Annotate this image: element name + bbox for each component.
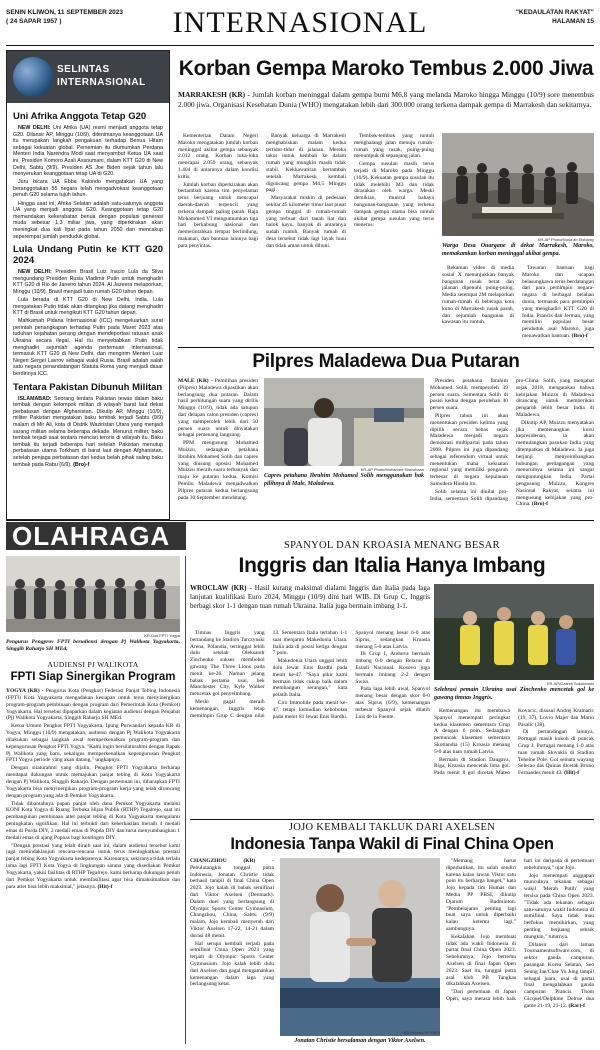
- dateline: YOGYA (KR) -: [6, 688, 44, 694]
- body-paragraph: Jumlah korban diperkirakan akan bertambah karena tim penyelamat terus berjuang untuk mencapai daerah-daerah terpencil yang terkena dampak paling parah. Raja Mohammed VI mengumumkan tiga hari berkabung nasional dan memerintahkan tempat berlindung, makanan, dan bantuan lainnya bagi para penyintas.: [178, 181, 258, 249]
- photo-credit: KR-Humas PP PBSI: [403, 1030, 440, 1035]
- photo-credit: KR-AP Photo/Mosa'ab Elshamy: [537, 237, 594, 242]
- body-paragraph: Pada laga lebih awal, Spanyol menang besar dengan skor 6-0 atas Siprus (6/9), kemenangan terbesar Spanyol sejak dilatih Luis de la Fuente.: [355, 686, 430, 720]
- fpti-headline: FPTI Siap Sinergikan Program: [10, 671, 176, 683]
- byline-sign: (Bro)-f: [73, 461, 90, 468]
- body-paragraph: Kekalahan Jojo membuat tidak ada wakil Indonesia di partai final China Open 2023. Sebelumnya, Jojo bertemu Axelsen di final Japan Open 2023. Saat itu, tunggal putra asal klub PB Tangkas dikalahkan Axelsen.: [446, 933, 516, 988]
- body-paragraph: Ketua Umum Pengkot FPTI Yogyakarta, Ipung Purwandari kepada KR di Yogya, Minggu (10/9) mengatakan, audiensi dengan Pj Walikota Yogyakarta dilakukan sebagai langkah awal memperkenalkan program-program dan kepengurusan Pengkot FPTI Yogya. "Kami ingin bersilaturahmi dengan Bapak Pj Walikota yang baru, sekaligus memperkenalkan kepengurusan Pengkot FPTI Yogya periode yang akan datang," ungkapnya.: [6, 723, 180, 764]
- masthead-rule: [6, 45, 594, 46]
- maroko-body: [178, 133, 434, 343]
- brief-text: Presiden Brasil Luiz Inacio Lula da Silva mengundang Presiden Rusia Vladimir Putin untuk menghadiri KTT G20 di Rio de Janeiro tahun 2024. Al Jazeera melaporkan, Minggu (10/9). Brasil menjadi tuan rumah G20 tahun depan.: [13, 269, 163, 295]
- body-paragraph: [178, 378, 258, 439]
- photo-caption: Warga Desa Ouargane di dekat Marrakesh, Maroko, memakamkan korban meninggal akibat gempa.: [442, 243, 594, 257]
- byline-sign: (Hit)-f: [564, 770, 580, 777]
- body-text: Pebulutangkis tunggal putra Indonesia, Jonatan Christie tidak berhasil tampil di final China Open 2023. Jojo kalah di babak semifinal dari Viktor Axelsen (Denmark). Dalam duel yang berlangsung di Olympic Sports Center Gymnasium, Changzhou, China, Sabtu (9/9) malam, Jojo kembali menyerah dari Viktor Axelsen 17-22, 14-21 dalam durasi 48 menit.: [190, 864, 274, 939]
- lead-text: Jumlah korban meninggal dalam gempa bumi M6,8 yang melanda Maroko hingga Minggu (10/9) sore menembus 2.000 jiwa. Organisasi Kesehatan Dunia (WHO) mengatakan lebih dari 300.000 orang terkena dampak gempa di Marrakesh dan sekitarnya.: [178, 90, 594, 109]
- byline-sign: (Rar)-f: [568, 1002, 585, 1009]
- maladewa-headline: Pilpres Maladewa Dua Putaran: [252, 351, 520, 372]
- globe-icon: [13, 57, 53, 97]
- sidebar-banner: [7, 51, 169, 103]
- javanese-date-line: ( 24 SAPAR 1957 ): [6, 18, 62, 25]
- maroko-photo: [442, 133, 594, 236]
- masthead-paper-info: [516, 8, 594, 26]
- dateline: MALE (KR) -: [178, 378, 213, 384]
- paper-name: "KEDAULATAN RAKYAT": [515, 9, 594, 16]
- brief-text: Seorang tentara Pakistan tewas dalam baku tembak dengan kelompok militan di wilayah barat laut dekat perbatasan dengan Afghanistan. Dikutip AP, Minggu (10/9), militer Pakistan mengatakan baku tembak terjadi Sabtu (9/9) malam di Mir Ali, kota di Distrik Waziristan Utara yang menjadi sarang militan selama beberapa dekade. Menurut militer, baku tembak terjadi saat tentara mencari teroris di wilayah itu. Baku tembak itu terjadi beberapa hari setelah Pakistan menutup perbatasan utama Torkham di barat laut dengan Afghanistan, setelah penjaga perbatasan dari kedua belah pihak saling baku tembak pada Rabu (6/9).: [13, 395, 163, 468]
- section-label-olahraga: OLAHRAGA: [6, 522, 186, 550]
- body-paragraph: Meski gagal meraih kemenangan, Inggris tetap memimpin Grup C dengan nilai 13. Sementara Italia tertahan 1-1 saat menjamu Makedonia Utara. Italia ada di posisi ketiga dengan 7 poin.: [190, 630, 348, 719]
- photo-credit: KR-AP/Czarek Sokolowski: [546, 681, 594, 686]
- dateline: NEW DELHI:: [18, 125, 51, 131]
- brief-paragraph: [13, 269, 163, 295]
- body-paragraph: Kementerian Dalam Negeri Maroko mengatakan jumlah korban meninggal akibat gempa sebanyak 2.012 orang. Korban luka-luka mencapai 2.059 orang, sebanyak 1.404 di antaranya dalam kondisi kritis.: [178, 133, 258, 180]
- body-paragraph: Masyarakat miskin di pedesaan sekitar 45 kilometer timur laut pusat gempa tinggal di rumah-rumah yang terbuat dari tanah liat dan balok kayu, banyak di antaranya sudah runtuh. Banyak rumah di desa tersebut tidak lagi layak huni dan tidak aman untuk dihuni.: [266, 195, 346, 249]
- fpti-body: [6, 688, 180, 1044]
- dateline: MARRAKESH (KR) -: [178, 90, 250, 99]
- voting-photo: [264, 378, 424, 466]
- body-paragraph: [190, 858, 274, 940]
- body-paragraph: Solih selama ini dinilai pro-India, sementara Solih dipandang pro-China. Solih, yang menjabat sejak 2018, mengatakan bahwa kebijakan Muizzu di Maladewa dirancang untuk memberikan pengaruh lebih besar India di Maladewa.: [430, 378, 594, 502]
- euro-lead: [190, 584, 430, 612]
- body-paragraph: Kemenangan itu membawa Spanyol menempati peringkat kedua klasemen sementara Grup A dengan 6 poin. Sedangkan pemuncak klasemen sementara Skotlandia (15) Kroasia menang 5-0 atas tuan rumah Latvia.: [434, 708, 510, 755]
- burial-photo: [442, 133, 594, 236]
- brief-title: Uni Afrika Anggota Tetap G20: [13, 111, 147, 122]
- maroko-body-cont: [442, 265, 594, 343]
- axelsen-kicker: JOJO KEMBALI TAKLUK DARI AXELSEN: [288, 822, 496, 833]
- column-divider: [185, 556, 186, 1044]
- brief-paragraph: [13, 396, 163, 469]
- axelsen-headline: Indonesia Tanpa Wakil di Final China Open: [230, 835, 554, 853]
- body-paragraph: Dengan silaturahmi yang dijalin, Pengkot FPTI Yogyakarta berharap mendapat dukungan untuk memajukan panjat tebing di Kota Yogyakarta dengan Pj Walikota, Singgih Raharjo. Dengan pertemuan ini, diharapkan FPTI Yogyakarta bisa menyinergikan program-program kerja yang telah dirancang dengan program yang ada di Pemkot Yogyakarta.: [6, 765, 180, 799]
- maladewa-photo: [264, 378, 424, 466]
- body-paragraph: Gempa susulan masih terus terjadi di Maroko pada Minggu (10/9). Kekuatan gempa susulan itu tidak melebihi M3 dan tidak dirasakan oleh warga. Meski demikian, muncul bahaya bangunan-bangunan yang terkena dampak gempa utama bisa runtuh akibat gempa susulan yang terus menerus.: [354, 161, 434, 229]
- brief-paragraph: [13, 125, 163, 178]
- body-text: "Dengan prestasi yang telah diraih saat ini, dalam audiensi tersebut kami juga menindaklanjuti rencana-rencana untuk terus meningkatkan prestasi panjat tebing Kota Yogyakarta kedepannya. Karenanya, sekiranya tidak terlalu lama lagi FPTI Kota Yogya di lingkungan sarana yang disediakan Pemkot Yogyakarta, yakni fasilitas di RTHP Tegalrejo, kami berharap dukungan penuh dari Pemkot Yogyakarta untuk memfasilitasi agar bisa dimaksimalkan dan para atlet bisa lebih maksimal," jelasnya.: [6, 842, 180, 890]
- celebration-photo: [434, 584, 594, 680]
- euro-headline: Inggris dan Italia Hanya Imbang: [238, 554, 546, 577]
- body-text: Pemilihan presiden (Pilpres) Maladewa dipastikan akan berlangsung dua putaran. Dalam hasil perhitungan suara yang dirilis Minggu (10/9), tidak ada satupun dari delapan calon presiden (capres) yang memperoleh lebih dari 50 persen suara untuk dinyatakan sebagai pemenang langsung.: [178, 378, 258, 439]
- euro-photo: [434, 584, 594, 680]
- brief-title: Tentara Pakistan Dibunuh Militan: [13, 381, 163, 393]
- body-paragraph: Hal serupa kembali terjadi pada semifinal China Open 2023 yang terjadi di Olympic Sports Center Gymnasium. Jojo kalah lebih dulu dari Axelsen dan gagal mengamankan kemenangan dalam laga yang berlangsung ketat.: [190, 940, 274, 988]
- body-paragraph: PPM mengusung Mohamed Muizzu, sedangkan petahana Ibrahim Mohamed Solih dan capres yang diusung oposisi Mohamed Muizzu meraih suara terbanyak dan maju ke putaran kedua. Komisi Pemilu Maladewa menjadwalkan Pilpres putaran kedua berlangsung pada 30 September mendatang.: [178, 440, 258, 501]
- body-paragraph: Ciro Immobile pada menit ke-47, tetapi kemudian kebobolan pada menit 81 lewat Enis Bardhi. Spanyol menang besar 6-0 atas Siprus, sedangkan Kroasia menang 5-0 atas Latvia.: [272, 630, 430, 720]
- body-paragraph: Di Grup I, Andorra bermain imbang 0-0 dengan Belarus di Estadi Nacional. Kosovo juga bermain imbang 2-2 dengan Swiss.: [355, 651, 430, 685]
- brief-text: Uni Afrika (UA) resmi menjadi anggota tetap G20. Dilansir AP, Minggu (10/9), ditenimanya keanggotaan UA itu merupakan langkah pengakuan terhadap Benua Hitam sebagai kekuatan global. Persemian itu diumumkan Perdana Menteri India Narendra Modi saat menyambut Ketua UA saat ini, Presiden Komoro Azali Assoumani, dalam KTT G20 di New Delhi, Sabtu (9/9). Presiden AS Joe Biden sejak tahun lalu menyerukan keanggotaan tetap UA di G20.: [13, 125, 163, 178]
- body-paragraph: Rekaman video di media sosial X menunjukkan banyak bangunan rusak berat dan jalanan dipenuhi puing-puing. Media setempat 2M melaporkan rumah-rumah di beberapa kota kuno di Marrakesh rusak parah, dan sejumlah bangunan di kawasan itu runtuh.: [442, 265, 514, 326]
- byline-sign: (Hit)-f: [97, 883, 113, 890]
- photo-caption: Capres petahana Ibrahim Mohamed Solih menggunakan hak pilihnya di Male, Maladewa.: [264, 473, 424, 487]
- body-paragraph: "Dari pertemuan di Japan Open, saya merasa lebih baik hari ini daripada di pertemuan sebelumnya," ujar Jojo.: [446, 858, 594, 1002]
- body-paragraph: [524, 942, 594, 1010]
- selintas-sidebar: [6, 50, 170, 520]
- photo-caption: Pengurus Pengprov FPTI berudiensi dengan Pj Walikota Yogyakarta, Singgih Raharjo SH MEd.: [6, 639, 180, 652]
- body-paragraph: Jojo menempati anggapan munculnya tekanan sebagai wakil 'Merah Putih' yang tersisa pada China Open 2023. "Tidak ada tekanan sebagai satu-satunya wakil Indonesia di semifinal. Saya tidak mau berfokus memikirkan, yang penting berjuang sebaik mungkin," tuturnya.: [524, 872, 594, 940]
- axelsen-body-col1: [190, 858, 274, 1044]
- body-paragraph: Banyak keluarga di Marrakesh menghabiskan malam kedua tertidur-tidur di jalanan. Mereka takut untuk kembali ke dalam rumah yang mungkin masih tidak stabil. Kekhawatiran bertambah setelah Marrakesh kembali diguncang gempa M4,5 Minggu pagi.: [266, 133, 346, 194]
- body-paragraph: Bermain di Stadion Daugava, Riga, Kroasia mencetak lima gol. Pada menit 8 gol dicetak Mateo Kovacic, disusul Andrej Kramaric (19, 37), Lovro Majer dan Mario Pasalic (38).: [434, 708, 594, 777]
- body-paragraph: [518, 729, 594, 777]
- brief-paragraph: Hingga saat ini, Afrika Selatan adalah satu-satunya anggota UA yang menjadi anggota G20. Keanggotaan tetap G20 memandakan kekerabatan benua dengan populasi generasi muda sebesar 1,3 miliar jiwa, yang diperkirakan akan meningkat dua kali lipat pada tahun 2050 dan mencakup seperempat jumlah penduduk global.: [13, 200, 163, 240]
- body-paragraph: Timnas Inggris yang bertandang ke Stadion Tarczynski Arena, Polandia, tertinggal lebih dulu setelah Oleksandr Zinchenko sukses membobol gawang The Three Lions pada menit ke-26. Namun jelang babak pertama usai, bek Manchester City, Kyle Walker mencetak gol penyeimbang.: [190, 630, 265, 698]
- dateline: NEW DELHI:: [18, 269, 52, 276]
- dateline: WROCLAW (KR) -: [190, 584, 252, 592]
- euro-body: [190, 630, 430, 816]
- date-line: SENIN KLIWON, 11 SEPTEMBER 2023: [6, 9, 124, 16]
- maladewa-body-cols: [430, 378, 594, 520]
- byline-sign: (Bro)-f: [531, 501, 548, 508]
- dateline: CHANGZHOU (KR) -: [190, 858, 274, 864]
- brief-title: Lula Undang Putin ke KTT G20 2024: [13, 244, 163, 267]
- sidebar-banner-title: SELINTAS INTERNASIONAL: [57, 64, 146, 88]
- article-divider: [178, 347, 594, 348]
- body-text: Di pertandingan lainnya, Portugal masih kokoh di puncak Grup J. Portugal menang 1-0 atas tuan rumah Slovakia di Stadion Tehelne Pole. Gol semata wayang Selecao das Quinas dicetak Bruno Fernandes menit 43.: [518, 729, 594, 777]
- photo-caption: Jonatan Christie bersalaman dengan Viktor Axelsen.: [294, 1038, 426, 1044]
- byline-sign: (Bro)-f: [571, 332, 588, 339]
- body-paragraph: Tidak dibantahnya papan panjat oleh dana Pemkot Yogyakarta melalui KONI Kota Yogya di Ruang Terbuka Hijau Publik (RTHP) Tegalrejo, saat ini pembangunan pembinaan atlet panjat tebing di Kota Yogyakarta mengalami peningkatan signifikan. Hal ini terbukti dari keberhasilan meraih 4 medali emas di Porda DIY, 2 medali emas di Popda DIY dan turut menyumbangkan 1 medali emas di ajang Popnas bagi kontingen DIY.: [6, 800, 180, 841]
- photo-credit: KR-AP Photo/Mohamed Sharuhaan: [360, 467, 424, 472]
- body-paragraph: [6, 688, 180, 722]
- body-paragraph: Presiden petahana Ibrahim Mohamed Solih memperoleh 39 persen suara. Sementara Solih di posisi kedua dengan perolehan 40 persen suara.: [430, 378, 508, 412]
- body-paragraph: [6, 843, 180, 891]
- fpti-kicker: AUDIENSI PJ WALIKOTA: [47, 660, 139, 669]
- body-text: Dikutip AP, Muizzu menyatakan jika memenangkan kursi kepresidenan, ia akan memulangkan pasukan India yang ditempatkan di Maladewa. Ia juga berjanji menyeimbangkan hubungan perdagangan yang menurutnya selama ini sangat menguntungkan India. Partai pengusung Muizzu, Kongres Nasional Rakyat, selama ini mengusung kebijakan yang pro-China.: [516, 419, 594, 508]
- section-title: INTERNASIONAL: [172, 6, 428, 39]
- body-paragraph: Tembok-tembok yang runtuh menghalangi jalan menuju rumah-rumah yang rusak, puing-puing menumpuk di sepanjang jalan.: [354, 133, 434, 160]
- brief-paragraph: Mahkamah Pidana Internasional (ICC) mengeluarkan surat perintah penangkapan terhadap Putin pada Maret 2023 atas tuduhan kejahatan perang dengan mendeportasi ratusan anak Ukraina secara ilegal. Hal itu menyebabkan Putin tidak menghadiri sejumlah agenda pertemuan internasional, termasuk KTT G20 di New Delhi, dan mengirim Menteri Luar Negeri Sergei Lavrov sebagai wakil Rusia. Brasil adalah salah satu negara penandatangan Statuta Roma yang menjadi dasar berdirinya ICC.: [13, 318, 163, 377]
- lead-text: Hasil kurang maksimal dialami Inggris dan Italia pada laga lanjutan kualifikasi Euro 2024, Minggu (10/9) dini hari WIB. Di Grup C, Inggris berbagi skor 1-1 dengan tuan rumah Ukraina. Italia juga bermain imbang 1-1.: [190, 584, 430, 610]
- maladewa-body-col1: [178, 378, 258, 518]
- euro-kicker: SPANYOL DAN KROASIA MENANG BESAR: [284, 540, 500, 551]
- photo-caption: Selebrasi pemain Ukraina usai Zinchenko mencetak gol ke gawang timnas Inggris.: [434, 687, 594, 701]
- article-divider: [190, 819, 594, 820]
- page-number: HALAMAN 15: [552, 18, 594, 25]
- body-paragraph: [516, 420, 594, 508]
- maroko-lead: [178, 90, 594, 110]
- fpti-photo: [6, 556, 180, 632]
- photo-credit: KR-Dok FPTI Yogya: [144, 633, 180, 638]
- body-text: Tawaran bantuan bagi Maroko dan ucapan belasungkawa terus berdatangan dari para pemimpin negara-negara di berbagai belahan dunia, termasuk para pemimpin yang menghadiri KTT G20 di India. Prancis dan Jerman, yang memiliki populasi besar penduduk asal Maroko, juga menawarkan bantuan.: [522, 265, 594, 339]
- masthead: [6, 6, 594, 44]
- body-text: Dilansir dari laman Tournamentsoftware.com, di sektor ganda campuran, pasangan Korea Selatan, Seo Seung Jae/Chae Yu Jung tampil sebagai juara, usai di partai final mengalahkan ganda campuran Prancis Thom Gicquel/Delphine Delrue dua game 21-19, 21-12.: [524, 941, 594, 1009]
- body-text: Pengurus Kota (Pengkot) Federasi Panjat Tebing Indonesia (FPTI) Kota Yogyakarta mengadakan kesiapan untuk terus menyinergikan program-program pembinaan dengan program dari Pemerintah Kota (Pemkot) Yogyakarta. Hal tersebut dipaparkan dalam kegiatan audiensi dengan Penjabat (Pj) Walikota Yogyakarta, Singgih Raharjo SH MEd.: [6, 688, 180, 722]
- body-paragraph: Makedonia Utara unggul lebih dulu lewat Enis Bardhi pada menit ke-47. "Saya pikir kami bermain tidak cukup baik dalam membangun serangan," kata pelatih Italia.: [272, 658, 348, 699]
- body-paragraph: [522, 265, 594, 340]
- euro-body-cont: [434, 708, 594, 816]
- handshake-photo: [280, 858, 440, 1036]
- brief-paragraph: Lula berada di KTT G20 di New Delhi, India. Lula mengatakan Putin tidak akan ditangkap jika datang menghadiri KTT di Brasil untuk mengikuti KTT G20 tahun depan.: [13, 296, 163, 317]
- brief-paragraph: Juru bicara UA Ebba Kalondo mengatakan UA yang beranggotakan 55 negara telah mengadvokasi keanggotaan penuh G20 selama tujuh tahun.: [13, 179, 163, 199]
- sidebar-body: [7, 103, 169, 474]
- body-paragraph: Pilpres tahun ini akan menentukan presiden kelima yang dipilih secara bebas sejak Maladewa menjadi negara demokrasi multipartai pada tahun 2008. Pilpres ini juga dipandang sebagai referendum virtual untuk menentukan mana kekuatan regional yang memiliki pengaruh terbesar di negara kepulauan Samudera Hindia itu.: [430, 412, 508, 487]
- axelsen-photo: [280, 858, 440, 1036]
- body-paragraph: "Memang harus diperhatikan, itu salah sendiri karena kalau lawan Viktor satu poin itu berharga banget," kata Jojo kepada tim Humas dan Media PP PBSI, dikutip Djarum Badminton. "Pembelajaran penting lagi buat saya untuk diperbaiki kalau ketemu lagi," sambungnya.: [446, 858, 516, 932]
- maroko-headline: Korban Gempa Maroko Tembus 2.000 Jiwa: [178, 57, 594, 80]
- dateline: ISLAMABAD:: [18, 395, 52, 402]
- group-photo: [6, 556, 180, 632]
- axelsen-body-cols: [446, 858, 594, 1044]
